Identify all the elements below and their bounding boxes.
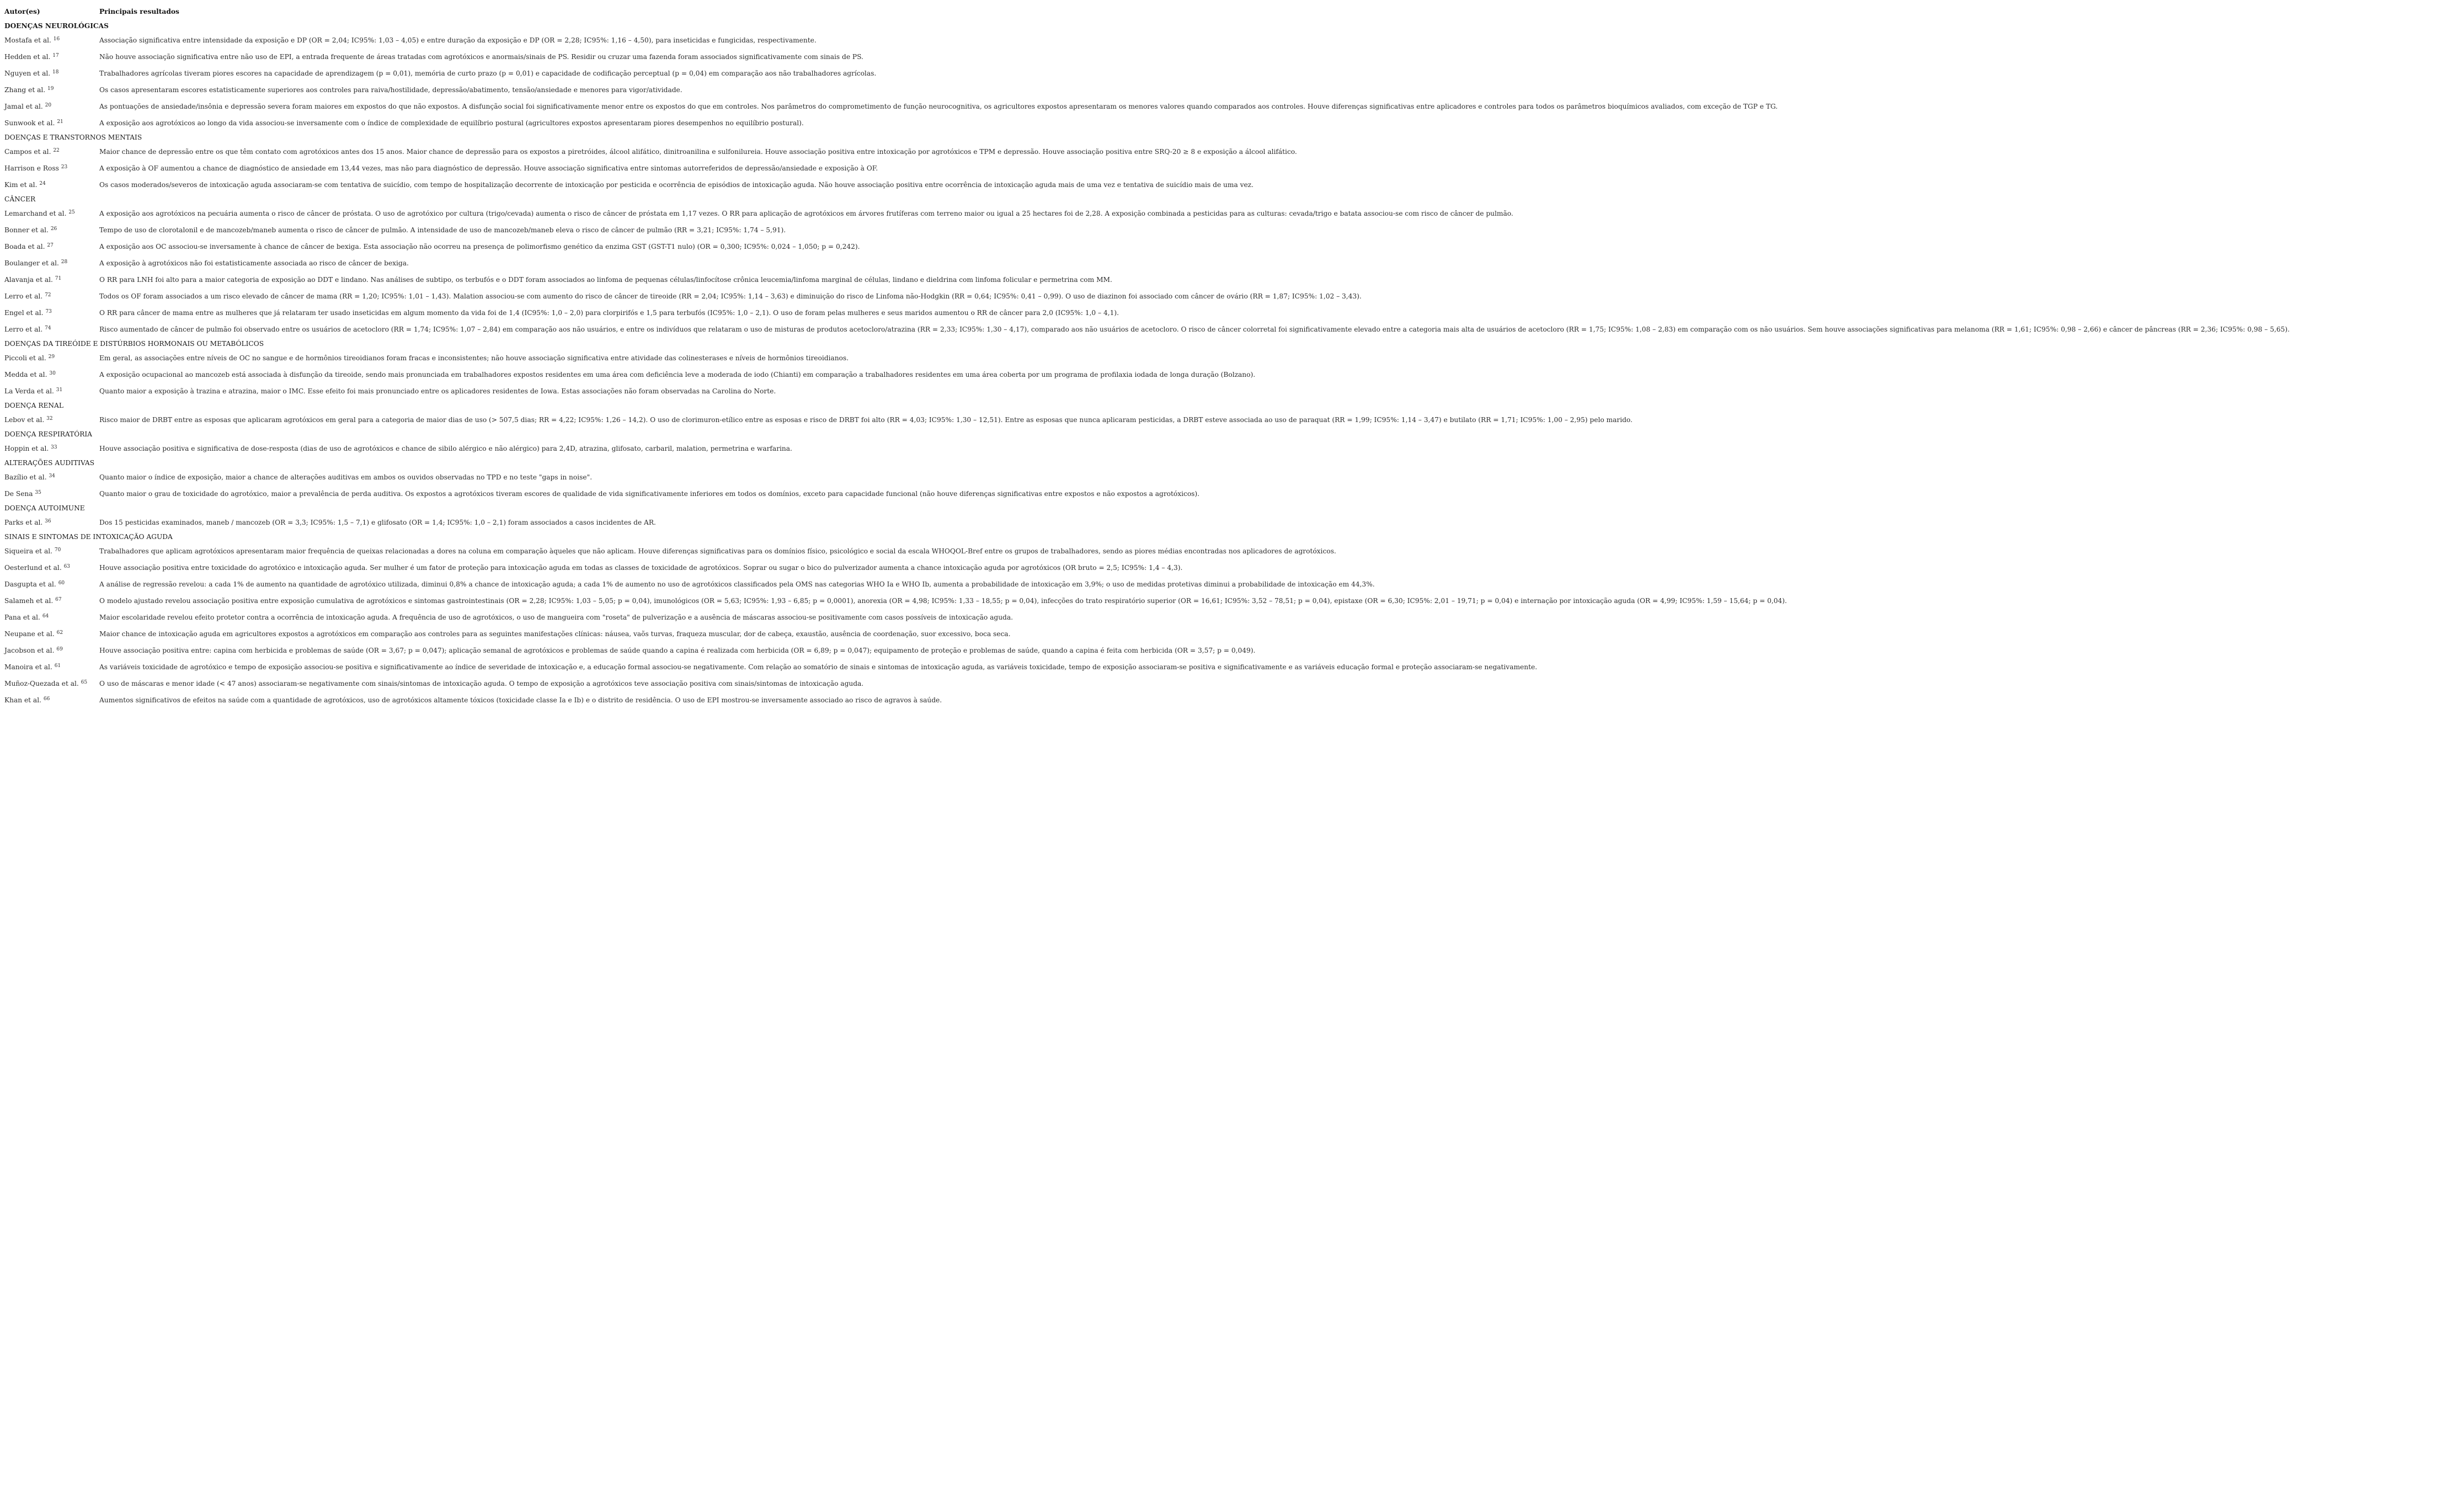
author-cell xyxy=(4,412,99,428)
result-cell: Dos 15 pesticidas examinados, maneb / mancozeb (OR = 3,3; IC95%: 1,5 – 7,1) e glifosato (OR = 1,4; IC95%: 1,0 – 2,1) foram associados a casos incidentes de AR. xyxy=(99,519,656,526)
section-title: DOENÇA AUTOIMUNE xyxy=(4,504,85,512)
author-name: Khan et al. xyxy=(4,696,41,704)
author-cell xyxy=(4,576,99,593)
author-cell xyxy=(4,692,99,708)
result-cell: O uso de máscaras e menor idade (< 47 anos) associaram-se negativamente com sinais/sintomas de intoxicação aguda. O tempo de exposição a agrotóxicos teve associação positiva com sinais/sintomas de intoxicação aguda. xyxy=(99,680,864,687)
table-row xyxy=(4,469,2460,486)
result-cell: As pontuações de ansiedade/insônia e depressão severa foram maiores em expostos do que não expostos. A disfunção social foi significativamente menor entre os expostos do que em controles. Nos parâmetros do comprometimento de função neurocognitiva, os agricultores expostos apresentaram os menores valores quando comparados aos controles. Houve diferenças significativas entre aplicadores e controles para todos os parâmetros bioquímicos avaliados, com exceção de TGP e TG. xyxy=(99,103,1778,110)
reference-number: 32 xyxy=(46,416,53,422)
reference-number: 69 xyxy=(56,647,63,652)
reference-number: 35 xyxy=(35,490,41,495)
result-cell: A exposição à agrotóxicos não foi estatisticamente associada ao risco de câncer de bexiga. xyxy=(99,259,409,267)
author-name: Oesterlund et al. xyxy=(4,564,62,572)
result-cell: Maior chance de depressão entre os que têm contato com agrotóxicos antes dos 15 anos. Maior chance de depressão para os expostos a piretróides, álcool alifático, dinitroanilina e sulfonilureia. Houve associação positiva entre intoxicação por agrotóxicos e TPM e depressão. Houve associação positiva entre SRQ-20 ≥ 8 e exposição a álcool alifático. xyxy=(99,148,1297,156)
author-name: Hedden et al. xyxy=(4,53,51,61)
author-name: Manoira et al. xyxy=(4,663,52,671)
authors-column-header: Autor(es) xyxy=(4,8,40,15)
section-header-row xyxy=(4,193,2460,205)
table-row xyxy=(4,514,2460,531)
reference-number: 62 xyxy=(56,630,63,636)
reference-number: 26 xyxy=(50,226,57,232)
reference-number: 21 xyxy=(57,119,63,125)
author-cell xyxy=(4,115,99,131)
section-header-row xyxy=(4,338,2460,350)
section-title: ALTERAÇÕES AUDITIVAS xyxy=(4,459,95,467)
results-document xyxy=(4,3,2460,708)
author-name: Lerro et al. xyxy=(4,292,43,300)
table-row xyxy=(4,49,2460,65)
author-name: Sunwook et al. xyxy=(4,119,55,127)
author-name: Alavanja et al. xyxy=(4,276,53,284)
author-cell xyxy=(4,238,99,255)
reference-number: 20 xyxy=(45,103,52,108)
author-cell xyxy=(4,222,99,238)
author-cell xyxy=(4,160,99,177)
section-header-row xyxy=(4,428,2460,440)
author-name: Piccoli et al. xyxy=(4,354,46,362)
table-row xyxy=(4,115,2460,131)
table-row xyxy=(4,642,2460,659)
table-row xyxy=(4,288,2460,305)
table-row xyxy=(4,366,2460,383)
result-cell: Quanto maior a exposição à trazina e atrazina, maior o IMC. Esse efeito foi mais pronunciado entre os aplicadores residentes de Iowa. Estas associações não foram observadas na Carolina do Norte. xyxy=(99,387,776,395)
author-cell xyxy=(4,593,99,609)
section-title: DOENÇAS NEUROLÓGICAS xyxy=(4,22,109,30)
author-name: Bonner et al. xyxy=(4,226,49,234)
table-row xyxy=(4,412,2460,428)
author-name: Bazílio et al. xyxy=(4,473,47,481)
author-name: Jamal et al. xyxy=(4,103,43,110)
result-cell: Trabalhadores agrícolas tiveram piores escores na capacidade de aprendizagem (p = 0,01), memória de curto prazo (p = 0,01) e capacidade de codificação perceptual (p = 0,04) em comparação aos não trabalhadores agrícolas. xyxy=(99,70,877,77)
section-header-row xyxy=(4,20,2460,32)
section-header-row xyxy=(4,457,2460,469)
author-name: Lerro et al. xyxy=(4,326,43,333)
author-name: Pana et al. xyxy=(4,614,40,621)
table-row xyxy=(4,32,2460,49)
author-name: Siqueira et al. xyxy=(4,547,52,555)
table-row xyxy=(4,659,2460,675)
author-cell xyxy=(4,143,99,160)
reference-number: 65 xyxy=(81,680,88,685)
author-cell xyxy=(4,321,99,338)
table-body xyxy=(4,20,2460,708)
author-name: Engel et al. xyxy=(4,309,44,317)
author-name: Boada et al. xyxy=(4,243,45,250)
result-cell: Todos os OF foram associados a um risco elevado de câncer de mama (RR = 1,20; IC95%: 1,01 – 1,43). Malation associou-se com aumento do risco de câncer de tireoide (RR = 2,04; IC95%: 1,14 – 3,63) e diminuição do risco de Linfoma não-Hodgkin (RR = 0,64; IC95%: 0,41 – 0,99). O uso de diazinon foi associado com câncer de ovário (RR = 1,87; IC95%: 1,02 – 3,43). xyxy=(99,292,1362,300)
result-cell: A exposição aos agrotóxicos na pecuária aumenta o risco de câncer de próstata. O uso de agrotóxico por cultura (trigo/cevada) aumenta o risco de câncer de próstata em 1,17 vezes. O RR para aplicação de agrotóxicos em árvores frutíferas com terreno maior ou igual a 25 hectares foi de 2,28. A exposição combinada a pesticidas para as culturas: cevada/trigo e batata associou-se com risco de câncer de pulmão. xyxy=(99,210,1513,217)
section-title: DOENÇA RESPIRATÓRIA xyxy=(4,430,92,438)
reference-number: 66 xyxy=(43,696,50,702)
author-name: Mostafa et al. xyxy=(4,36,51,44)
reference-number: 16 xyxy=(53,36,60,42)
author-cell xyxy=(4,486,99,502)
author-cell xyxy=(4,271,99,288)
table-row xyxy=(4,143,2460,160)
author-name: La Verda et al. xyxy=(4,387,54,395)
author-cell xyxy=(4,514,99,531)
table-row xyxy=(4,440,2460,457)
reference-number: 60 xyxy=(58,580,65,586)
result-cell: Não houve associação significativa entre não uso de EPI, a entrada frequente de áreas tratadas com agrotóxicos e anormais/sinais de PS. Residir ou cruzar uma fazenda foram associados significativamente com sinais de PS. xyxy=(99,53,863,61)
table-row xyxy=(4,82,2460,98)
section-title: CÂNCER xyxy=(4,195,36,203)
reference-number: 29 xyxy=(48,354,55,360)
reference-number: 24 xyxy=(39,181,46,186)
author-cell xyxy=(4,177,99,193)
reference-number: 64 xyxy=(42,614,49,619)
table-row xyxy=(4,255,2460,271)
result-cell: Aumentos significativos de efeitos na saúde com a quantidade de agrotóxicos, uso de agrotóxicos altamente tóxicos (toxicidade classe Ia e Ib) e o distrito de residência. O uso de EPI mostrou-se inversamente associado ao risco de agravos à saúde. xyxy=(99,696,942,704)
result-cell: A exposição aos agrotóxicos ao longo da vida associou-se inversamente com o índice de complexidade de equilíbrio postural (agricultores expostos apresentaram piores desempenhos no equilíbrio postural). xyxy=(99,119,804,127)
table-row xyxy=(4,350,2460,366)
author-cell xyxy=(4,642,99,659)
reference-number: 63 xyxy=(63,564,71,569)
results-column-header: Principais resultados xyxy=(99,8,179,15)
author-cell xyxy=(4,255,99,271)
author-name: Harrison e Ross xyxy=(4,164,59,172)
table-row xyxy=(4,692,2460,708)
author-name: Campos et al. xyxy=(4,148,51,156)
reference-number: 34 xyxy=(49,473,55,479)
section-header-row xyxy=(4,502,2460,514)
table-row xyxy=(4,271,2460,288)
author-name: Hoppin et al. xyxy=(4,445,49,452)
author-name: Medda et al. xyxy=(4,371,47,378)
result-cell: O modelo ajustado revelou associação positiva entre exposição cumulativa de agrotóxicos e sintomas gastrointestinais (OR = 2,28; IC95%: 1,03 – 5,05; p = 0,04), imunológicos (OR = 5,63; IC95%: 1,93 – 6,85; p = 0,0001), anorexia (OR = 4,98; IC95%: 1,33 – 18,55; p = 0,04), infecções do trato respiratório superior (OR = 16,61; IC95%: 3,52 – 78,51; p = 0,04), epistaxe (OR = 6,30; IC95%: 2,01 – 19,71; p = 0,04) e internação por intoxicação aguda (OR = 4,99; IC95%: 1,59 – 15,64; p = 0,04). xyxy=(99,597,1787,605)
result-cell: Houve associação positiva entre: capina com herbicida e problemas de saúde (OR = 3,67; p = 0,047); aplicação semanal de agrotóxicos e problemas de saúde quando a capina é realizada com herbicida (OR = 6,89; p = 0,047); equipamento de proteção e problemas de saúde, quando a capina é feita com herbicida (OR = 3,57; p = 0,049). xyxy=(99,647,1256,654)
table-row xyxy=(4,486,2460,502)
author-name: Lemarchand et al. xyxy=(4,210,67,217)
result-cell: Os casos apresentaram escores estatisticamente superiores aos controles para raiva/hostilidade, depressão/abatimento, tensão/ansiedade e menores para vigor/atividade. xyxy=(99,86,682,94)
table-row xyxy=(4,675,2460,692)
result-cell: A exposição ocupacional ao mancozeb está associada à disfunção da tireoide, sendo mais pronunciada em trabalhadores expostos residentes em uma área com deficiência leve a moderada de iodo (Chianti) em comparação a trabalhadores residentes em uma área coberta por um programa de profilaxia iodada de longa duração (Bolzano). xyxy=(99,371,1256,378)
result-cell: As variáveis toxicidade de agrotóxico e tempo de exposição associou-se positiva e significativamente ao índice de severidade de intoxicação e, a educação formal associou-se negativamente. Com relação ao somatório de sinais e sintomas de intoxicação aguda, as variáveis toxicidade, tempo de exposição associaram-se positiva e significativamente e as variáveis educação formal e proteção associaram-se negativamente. xyxy=(99,663,1538,671)
result-cell: Em geral, as associações entre níveis de OC no sangue e de hormônios tireoidianos foram fracas e inconsistentes; não houve associação significativa entre atividade das colinesterases e níveis de hormônios tireoidianos. xyxy=(99,354,849,362)
reference-number: 31 xyxy=(56,387,63,393)
table-row xyxy=(4,576,2460,593)
result-cell: Tempo de uso de clorotalonil e de mancozeb/maneb aumenta o risco de câncer de pulmão. A intensidade de uso de mancozeb/maneb eleva o risco de câncer de pulmão (RR = 3,21; IC95%: 1,74 – 5,91). xyxy=(99,226,786,234)
result-cell: Quanto maior o índice de exposição, maior a chance de alterações auditivas em ambos os ouvidos observadas no TPD e no teste "gaps in noise". xyxy=(99,473,593,481)
author-name: Zhang et al. xyxy=(4,86,46,94)
reference-number: 36 xyxy=(45,519,51,524)
table-row xyxy=(4,305,2460,321)
reference-number: 25 xyxy=(68,210,75,215)
reference-number: 71 xyxy=(55,276,62,281)
section-title: DOENÇAS DA TIREÓIDE E DISTÚRBIOS HORMONAIS OU METABÓLICOS xyxy=(4,340,264,348)
result-cell: Associação significativa entre intensidade da exposição e DP (OR = 2,04; IC95%: 1,03 – 4,05) e entre duração da exposição e DP (OR = 2,28; IC95%: 1,16 – 4,50), para inseticidas e fungicidas, respectivamente. xyxy=(99,36,817,44)
author-cell xyxy=(4,675,99,692)
table-row xyxy=(4,321,2460,338)
author-name: Salameh et al. xyxy=(4,597,54,605)
reference-number: 18 xyxy=(52,70,59,75)
reference-number: 23 xyxy=(61,164,68,170)
reference-number: 27 xyxy=(47,243,54,248)
author-cell xyxy=(4,65,99,82)
section-title: DOENÇAS E TRANSTORNOS MENTAIS xyxy=(4,134,142,141)
table-row xyxy=(4,626,2460,642)
reference-number: 61 xyxy=(54,663,61,669)
result-cell: Trabalhadores que aplicam agrotóxicos apresentaram maior frequência de queixas relacionadas a dores na coluna em comparação àqueles que não aplicam. Houve diferenças significativas para os domínios físico, psicológico e social da escala WHOQOL-Bref entre os grupos de trabalhadores, sendo as piores médias encontradas nos aplicadores de agrotóxicos. xyxy=(99,547,1336,555)
author-name: Kim et al. xyxy=(4,181,38,189)
reference-number: 19 xyxy=(47,86,54,92)
author-cell xyxy=(4,559,99,576)
result-cell: Quanto maior o grau de toxicidade do agrotóxico, maior a prevalência de perda auditiva. Os expostos a agrotóxicos tiveram escores de qualidade de vida significativamente inferiores em todos os domínios, exceto para capacidade funcional (não houve diferenças significativas entre expostos e não expostos a agrotóxicos). xyxy=(99,490,1200,498)
author-cell xyxy=(4,288,99,305)
table-header-row xyxy=(4,3,2460,20)
result-cell: Houve associação positiva e significativa de dose-resposta (dias de uso de agrotóxicos e chance de sibilo alérgico e não alérgico) para 2,4D, atrazina, glifosato, carbaril, malation, permetrina e warfarina. xyxy=(99,445,792,452)
reference-number: 72 xyxy=(45,292,51,298)
reference-number: 22 xyxy=(53,148,60,153)
reference-number: 17 xyxy=(52,53,59,58)
author-name: De Sena xyxy=(4,490,33,498)
reference-number: 74 xyxy=(45,326,51,331)
section-title: SINAIS E SINTOMAS DE INTOXICAÇÃO AGUDA xyxy=(4,533,173,541)
author-name: Parks et al. xyxy=(4,519,43,526)
result-cell: A exposição à OF aumentou a chance de diagnóstico de ansiedade em 13,44 vezes, mas não para diagnóstico de depressão. Houve associação significativa entre sintomas autorreferidos de depressão/ansiedade e exposição à OF. xyxy=(99,164,878,172)
result-cell: Risco maior de DRBT entre as esposas que aplicaram agrotóxicos em geral para a categoria de maior dias de uso (> 507,5 dias; RR = 4,22; IC95%: 1,26 – 14,2). O uso de clorimuron-etílico entre as esposas e risco de DRBT foi alto (RR = 4,03; IC95%: 1,30 – 12,51). Entre as esposas que nunca aplicaram pesticidas, a DRBT esteve associada ao uso de paraquat (RR = 1,99; IC95%: 1,14 – 3,47) e butilato (RR = 1,71; IC95%: 1,00 – 2,95) pelo marido. xyxy=(99,416,1633,424)
author-cell xyxy=(4,98,99,115)
result-cell: O RR para câncer de mama entre as mulheres que já relataram ter usado inseticidas em algum momento da vida foi de 1,4 (IC95%: 1,0 – 2,0) para clorpirifós e 1,5 para terbufós (IC95%: 1,0 – 2,1). O uso de foram pelas mulheres e seus maridos aumentou o RR de câncer para 2,0 (IC95%: 1,0 – 4,1). xyxy=(99,309,1119,317)
reference-number: 70 xyxy=(54,547,61,553)
author-name: Dasgupta et al. xyxy=(4,580,56,588)
author-cell xyxy=(4,659,99,675)
reference-number: 73 xyxy=(45,309,52,314)
section-title: DOENÇA RENAL xyxy=(4,402,63,409)
result-cell: A análise de regressão revelou: a cada 1% de aumento na quantidade de agrotóxico utilizada, diminui 0,8% a chance de intoxicação aguda; a cada 1% de aumento no uso de agrotóxicos classificados pela OMS nas categorias WHO Ia e WHO Ib, aumenta a probabilidade de intoxicação em 3,9%; o uso de medidas protetivas diminui a probabilidade de intoxicação em 44,3%. xyxy=(99,580,1375,588)
author-cell xyxy=(4,440,99,457)
table-row xyxy=(4,205,2460,222)
section-header-row xyxy=(4,531,2460,543)
author-name: Nguyen et al. xyxy=(4,70,51,77)
table-row xyxy=(4,559,2460,576)
result-cell: Os casos moderados/severos de intoxicação aguda associaram-se com tentativa de suicídio, com tempo de hospitalização decorrente de intoxicação por pesticida e ocorrência de episódios de intoxicação aguda. Não houve associação positiva entre ocorrência de intoxicação aguda mais de uma vez e tentativa de suicídio mais de uma vez. xyxy=(99,181,1254,189)
table-row xyxy=(4,543,2460,559)
author-cell xyxy=(4,469,99,486)
reference-number: 30 xyxy=(49,371,56,376)
result-cell: Maior escolaridade revelou efeito protetor contra a ocorrência de intoxicação aguda. A frequência de uso de agrotóxicos, o uso de mangueira com "roseta" de pulverização e a ausência de máscaras associou-se positivamente com casos possíveis de intoxicação aguda. xyxy=(99,614,1013,621)
author-name: Lebov et al. xyxy=(4,416,45,424)
section-header-row xyxy=(4,131,2460,143)
table-row xyxy=(4,98,2460,115)
author-cell xyxy=(4,305,99,321)
result-cell: Houve associação positiva entre toxicidade do agrotóxico e intoxicação aguda. Ser mulher é um fator de proteção para intoxicação aguda em todas as classes de toxicidade de agrotóxicos. Soprar ou sugar o bico do pulverizador aumenta a chance intoxicação aguda por agrotóxicos (OR bruto = 2,5; IC95%: 1,4 – 4,3). xyxy=(99,564,1183,572)
table-row xyxy=(4,160,2460,177)
table-row xyxy=(4,383,2460,399)
result-cell: Maior chance de intoxicação aguda em agricultores expostos a agrotóxicos em comparação aos controles para as seguintes manifestações clínicas: náusea, vaõs turvas, fraqueza muscular, dor de cabeça, exaustão, ausência de coordenação, suor excessivo, boca seca. xyxy=(99,630,1011,638)
author-cell xyxy=(4,205,99,222)
author-cell xyxy=(4,32,99,49)
author-cell xyxy=(4,609,99,626)
result-cell: A exposição aos OC associou-se inversamente à chance de câncer de bexiga. Esta associação não ocorreu na presença de polimorfismo genético da enzima GST (GST-T1 nulo) (OR = 0,300; IC95%: 0,024 – 1,050; p = 0,242). xyxy=(99,243,860,250)
table-row xyxy=(4,593,2460,609)
table-row xyxy=(4,238,2460,255)
results-table xyxy=(4,3,2460,708)
author-cell xyxy=(4,543,99,559)
author-name: Neupane et al. xyxy=(4,630,55,638)
reference-number: 67 xyxy=(55,597,62,602)
reference-number: 28 xyxy=(61,259,68,265)
author-cell xyxy=(4,626,99,642)
author-cell xyxy=(4,350,99,366)
author-cell xyxy=(4,366,99,383)
section-header-row xyxy=(4,399,2460,412)
author-name: Muñoz-Quezada et al. xyxy=(4,680,79,687)
author-cell xyxy=(4,383,99,399)
table-row xyxy=(4,65,2460,82)
reference-number: 33 xyxy=(51,445,57,450)
author-cell xyxy=(4,49,99,65)
table-row xyxy=(4,222,2460,238)
table-row xyxy=(4,177,2460,193)
author-name: Jacobson et al. xyxy=(4,647,55,654)
result-cell: Risco aumentado de câncer de pulmão foi observado entre os usuários de acetocloro (RR = 1,74; IC95%: 1,07 – 2,84) em comparação aos não usuários, e entre os indivíduos que relataram o uso de misturas de produtos acetocloro/atrazina (RR = 2,33; IC95%: 1,30 – 4,17), comparado aos não usuários de acetocloro. O risco de câncer colorretal foi significativamente elevado entre a categoria mais alta de usuários de acetocloro (RR = 1,75; IC95%: 1,08 – 2,83) em comparação com os não usuários. Sem houve associações significativas para melanoma (RR = 1,61; IC95%: 0,98 – 2,66) e câncer de pâncreas (RR = 2,36; IC95%: 0,98 – 5,65). xyxy=(99,326,2290,333)
result-cell: O RR para LNH foi alto para a maior categoria de exposição ao DDT e lindano. Nas análises de subtipo, os terbufós e o DDT foram associados ao linfoma de pequenas células/linfocítose crônica leucemia/linfoma marginal de células, lindano e dieldrina com linfoma folicular e permetrina com MM. xyxy=(99,276,1112,284)
table-row xyxy=(4,609,2460,626)
author-name: Boulanger et al. xyxy=(4,259,59,267)
author-cell xyxy=(4,82,99,98)
